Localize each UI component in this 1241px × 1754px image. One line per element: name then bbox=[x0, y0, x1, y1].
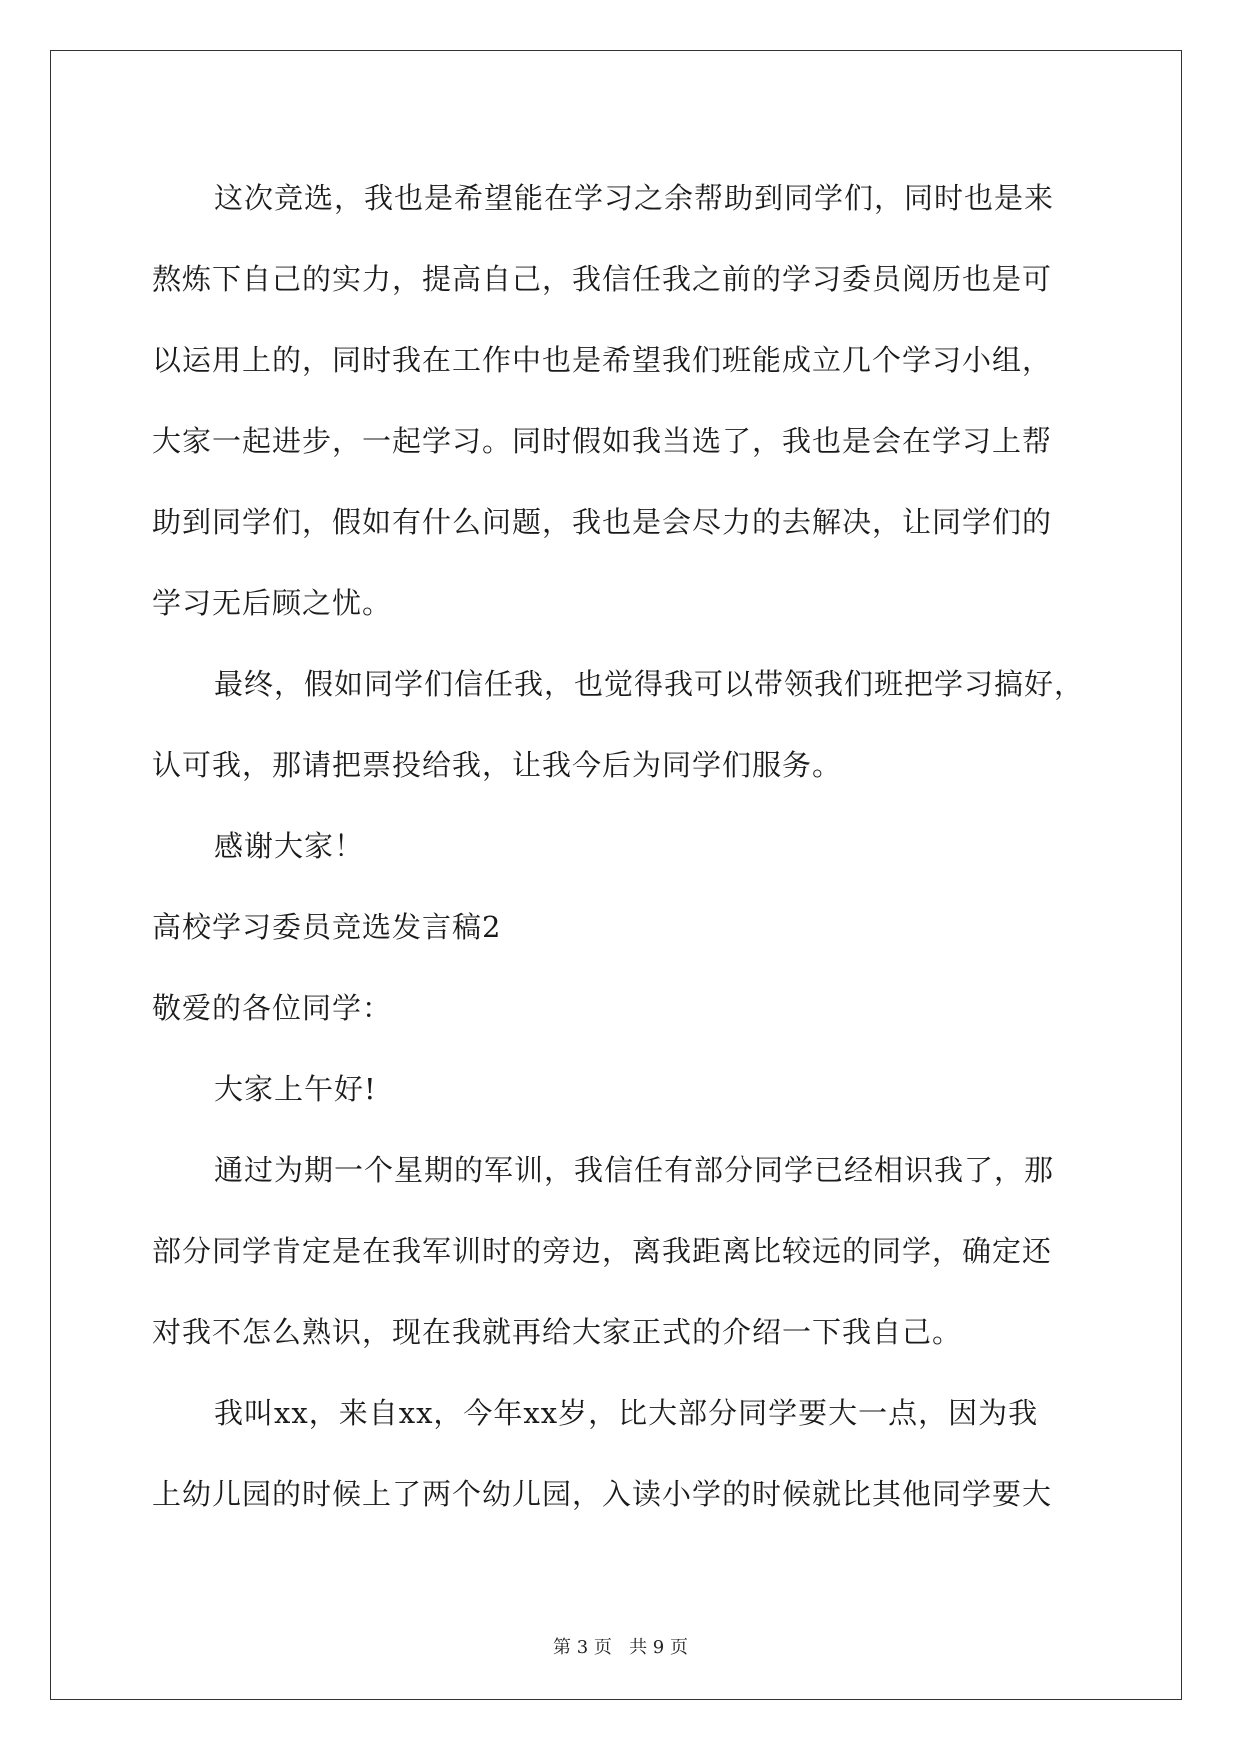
text-line-17: 上幼儿园的时候上了两个幼儿园，入读小学的时候就比其他同学要大 bbox=[152, 1477, 1053, 1511]
section-heading: 高校学习委员竞选发言稿2 bbox=[152, 910, 502, 944]
document-body bbox=[152, 158, 1112, 1535]
text-line-6: 学习无后顾之忧。 bbox=[152, 586, 393, 620]
text-line-2: 熬炼下自己的实力，提高自己，我信任我之前的学习委员阅历也是可 bbox=[152, 262, 1053, 296]
text-line-1: 这次竞选，我也是希望能在学习之余帮助到同学们，同时也是来 bbox=[214, 181, 1055, 215]
page-number-footer: 第 3 页 共 9 页 bbox=[553, 1637, 688, 1658]
text-line-3: 以运用上的，同时我在工作中也是希望我们班能成立几个学习小组， bbox=[152, 343, 1053, 377]
text-line-14: 部分同学肯定是在我军训时的旁边，离我距离比较远的同学，确定还 bbox=[152, 1234, 1053, 1268]
text-line-9: 感谢大家！ bbox=[214, 829, 365, 863]
greeting: 大家上午好! bbox=[214, 1072, 377, 1106]
text-line-7: 最终，假如同学们信任我，也觉得我可以带领我们班把学习搞好， bbox=[214, 667, 1085, 701]
text-line-16: 我叫xx，来自xx，今年xx岁，比大部分同学要大一点，因为我 bbox=[214, 1396, 1039, 1430]
salutation: 敬爱的各位同学： bbox=[152, 991, 393, 1025]
text-line-13: 通过为期一个星期的军训，我信任有部分同学已经相识我了，那 bbox=[214, 1153, 1055, 1187]
text-line-5: 助到同学们，假如有什么问题，我也是会尽力的去解决，让同学们的 bbox=[152, 505, 1053, 539]
text-line-8: 认可我，那请把票投给我，让我今后为同学们服务。 bbox=[152, 748, 843, 782]
text-line-15: 对我不怎么熟识，现在我就再给大家正式的介绍一下我自己。 bbox=[152, 1315, 963, 1349]
text-line-4: 大家一起进步，一起学习。同时假如我当选了，我也是会在学习上帮 bbox=[152, 424, 1053, 458]
